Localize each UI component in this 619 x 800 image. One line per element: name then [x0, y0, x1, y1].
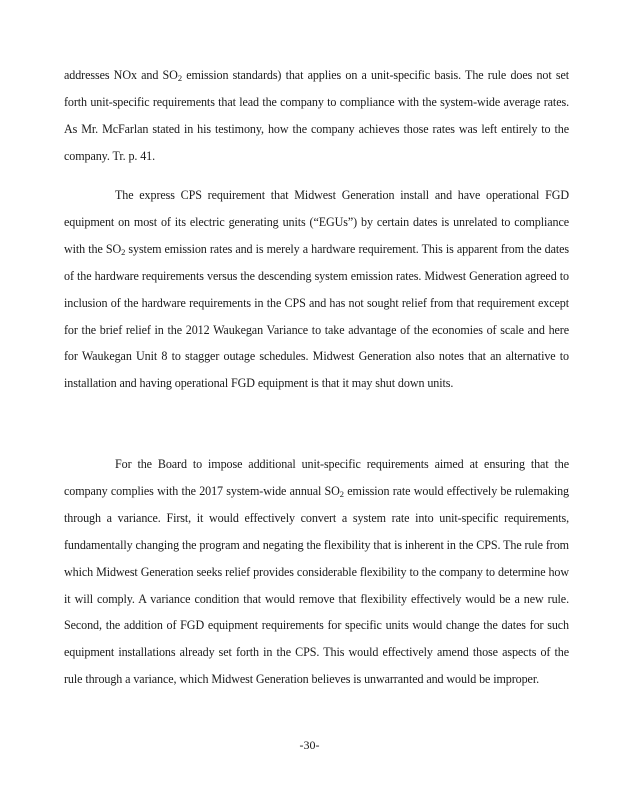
- paragraph-2-subscript: 2: [121, 246, 126, 257]
- paragraph-3-subscript: 2: [339, 488, 344, 499]
- paragraph-3-text-a: For the Board to impose additional unit-specific requirements aimed at ensuring that the company complies with the 2017 system-wide annual SO: [64, 457, 569, 498]
- paragraph-1-subscript: 2: [177, 73, 182, 83]
- paragraph-2: [64, 182, 569, 397]
- paragraph-1-text-b: emission standards) that applies on a unit-specific basis. The rule does not set forth unit-specific requirements that lead the company to compliance with the system-wide average rates. As Mr. McFarlan stated in his testimony, how the company achieves those rates was left entirely to the company. Tr. p. 41.: [64, 68, 569, 163]
- paragraph-2-text-b: system emission rates and is merely a hardware requirement. This is apparent from the dates of the hardware requirements versus the descending system emission rates. Midwest Generation agreed to inclusion of the hardware requirements in the CPS and has not sought relief from that requirement except for the brief relief in the 2012 Waukegan Variance to take advantage of the economies of scale and here for Waukegan Unit 8 to stagger outage schedules. Midwest Generation also notes that an alternative to installation and having operational FGD equipment is that it may shut down units.: [64, 241, 569, 391]
- paragraph-1: [64, 62, 569, 170]
- page-number: -30-: [299, 738, 320, 752]
- paragraph-3-text-b: emission rate would effectively be rulemaking through a variance. First, it would effectively convert a system rate into unit-specific requirements, fundamentally changing the program and negating the flexibility that is inherent in the CPS. The rule from which Midwest Generation seeks relief provides considerable flexibility to the company to determine how it will comply. A variance condition that would remove that flexibility effectively would be a new rule. Second, the addition of FGD equipment requirements for specific units would change the dates for such equipment installations already set forth in the CPS. This would effectively amend those aspects of the rule through a variance, which Midwest Generation believes is unwarranted and would be improper.: [64, 483, 570, 687]
- paragraph-2-text-a: The express CPS requirement that Midwest Generation install and have operational FGD equipment on most of its electric generating units (“EGUs”) by certain dates is unrelated to compliance with the SO: [64, 188, 569, 256]
- paragraph-3: [64, 451, 569, 693]
- paragraph-1-text-a: addresses NOx and SO: [64, 68, 178, 82]
